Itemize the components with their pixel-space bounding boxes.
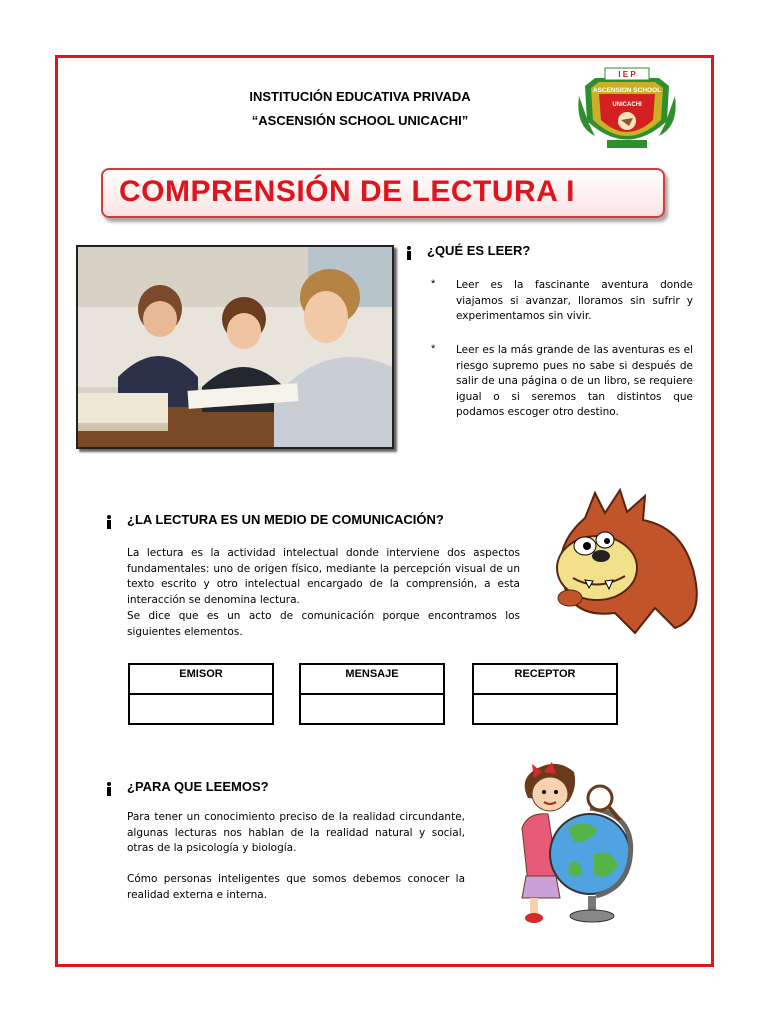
asterisk-bullet: * (431, 343, 436, 355)
institution-name: “ASCENSIÓN SCHOOL UNICACHI” (251, 113, 469, 128)
girl-globe-illustration (508, 758, 646, 926)
box-label: MENSAJE (301, 665, 443, 695)
person-bullet-icon (104, 515, 114, 529)
logo-top-text: I E P (618, 70, 636, 79)
list-item: Leer es la fascinante aventura donde viajamos si avanzar, lloramos sin sufrir y experimentamos sin vivir. (456, 279, 693, 323)
paragraph: La lectura es la actividad intelectual donde interviene dos aspectos fundamentales: uno de origen físico, mediante la percepción visual de un texto escrito y otro intelectual encargado de la comprensión, a esta interacción se denomina lectura. (127, 547, 520, 606)
paragraph: Para tener un conocimiento preciso de la realidad circundante, algunas lecturas nos hablan de la realidad natural y social, otras de la psicología y biología. (127, 811, 465, 855)
paragraph: Cómo personas inteligentes que somos debemos conocer la realidad externa e interna. (127, 873, 465, 901)
school-crest-icon (575, 66, 679, 154)
tasmanian-devil-illustration (545, 488, 705, 638)
communication-box-emisor (128, 663, 274, 725)
logo-bottom-text: UNICACHI (612, 102, 642, 108)
section-heading-medio-comunicacion: ¿LA LECTURA ES UN MEDIO DE COMUNICACIÓN? (127, 512, 444, 527)
communication-box-receptor (472, 663, 618, 725)
section-heading-para-que-leemos: ¿PARA QUE LEEMOS? (127, 779, 269, 794)
reading-children-photo (76, 245, 394, 449)
person-bullet-icon (404, 246, 414, 260)
list-item: Leer es la más grande de las aventuras es el riesgo supremo pues no sabe si después de salir de una página o de un libro, se requiere igual o si seremos tan distintos que podamos escoger otro destino. (456, 344, 693, 419)
section-heading-que-es-leer: ¿QUÉ ES LEER? (427, 243, 531, 258)
person-bullet-icon (104, 782, 114, 796)
logo-arc-text: ASCENSION SCHOOL (592, 87, 662, 94)
asterisk-bullet: * (431, 278, 436, 290)
institution-type: INSTITUCIÓN EDUCATIVA PRIVADA (249, 89, 471, 104)
paragraph: Se dice que es un acto de comunicación porque encontramos los siguientes elementos. (127, 610, 520, 638)
box-label: EMISOR (130, 665, 272, 695)
communication-box-mensaje (299, 663, 445, 725)
title-banner (101, 168, 665, 218)
box-label: RECEPTOR (474, 665, 616, 695)
page-title: COMPRENSIÓN DE LECTURA I (119, 175, 575, 208)
